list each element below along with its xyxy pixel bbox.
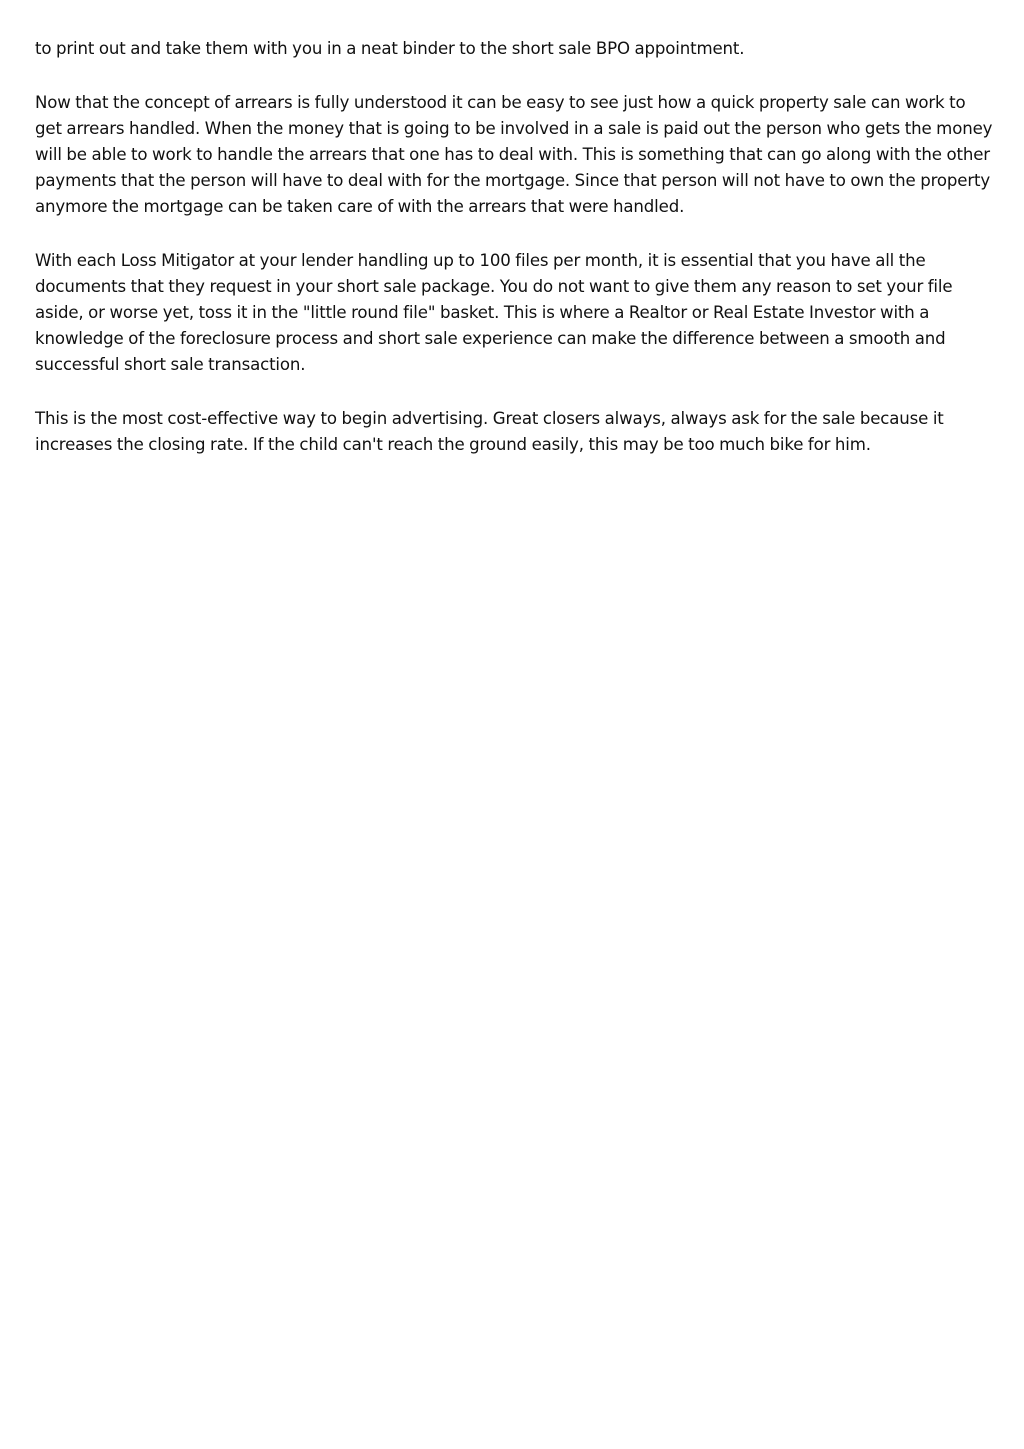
paragraph-1: to print out and take them with you in a neat binder to the short sale BPO appointment.	[35, 39, 745, 58]
paragraph-3: With each Loss Mitigator at your lender handling up to 100 files per month, it is essential that you have all the documents that they request in your short sale package. You do not want to give them any reason to set your file aside, or worse yet, toss it in the "little round file" basket. This is where a Realtor or Real Estate Investor with a knowledge of the foreclosure process and short sale experience can make the difference between a smooth and successful short sale transaction.	[35, 251, 953, 374]
paragraph-4: This is the most cost-effective way to begin advertising. Great closers always, always ask for the sale because it increases the closing rate. If the child can't reach the ground easily, this may be too much bike for him.	[35, 409, 944, 454]
paragraph-2: Now that the concept of arrears is fully understood it can be easy to see just how a quick property sale can work to get arrears handled. When the money that is going to be involved in a sale is paid out the person who gets the money will be able to work to handle the arrears that one has to deal with. This is something that can go along with the other payments that the person will have to deal with for the mortgage. Since that person will not have to own the property anymore the mortgage can be taken care of with the arrears that were handled.	[35, 93, 993, 216]
